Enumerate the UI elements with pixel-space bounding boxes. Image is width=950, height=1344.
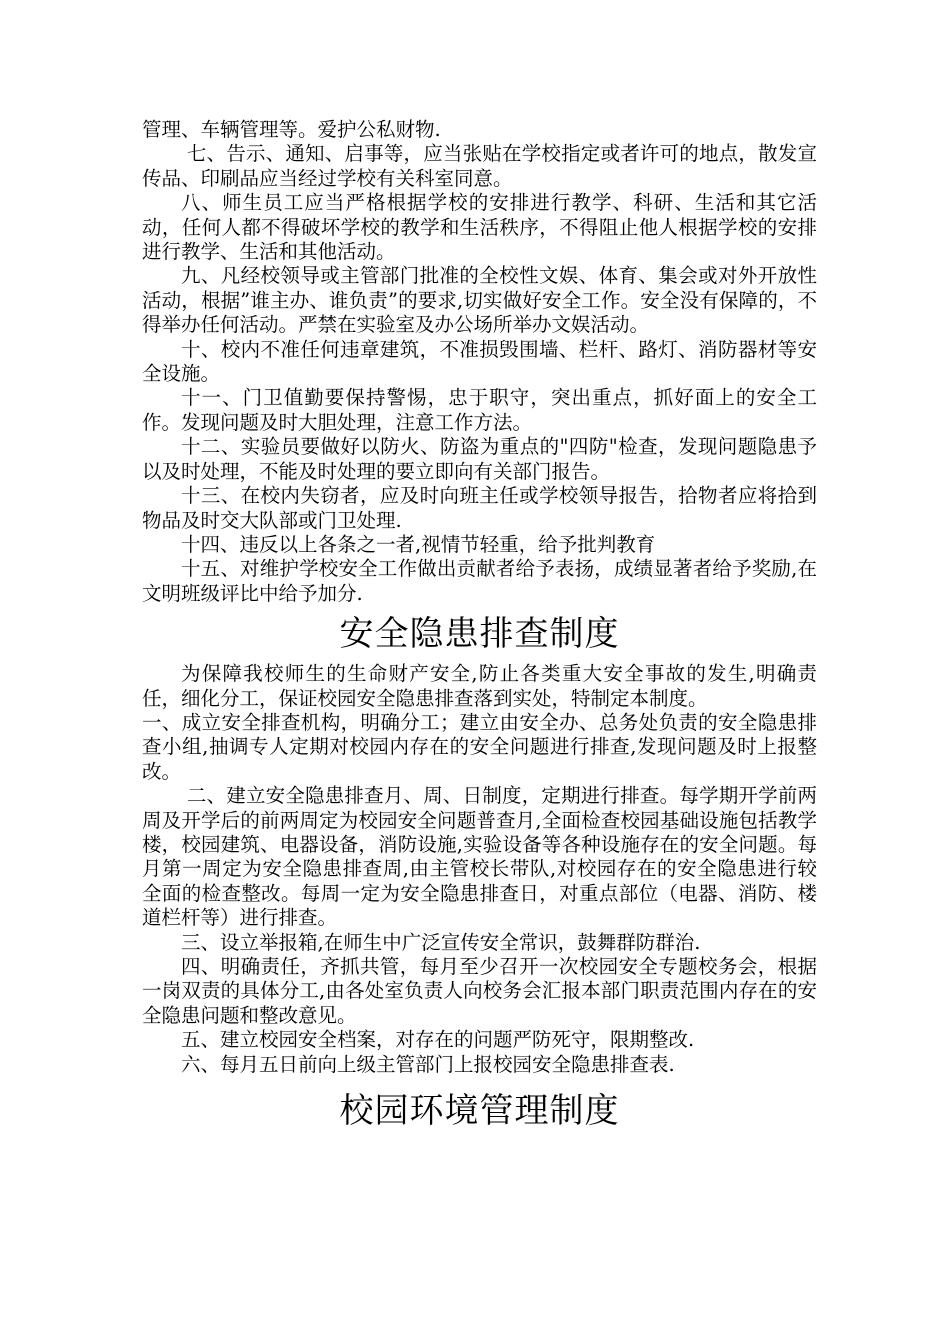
paragraph-rule-14: 十四、违反以上各条之一者,视情节轻重，给予批判教育 [181, 532, 656, 556]
paragraph-rule-9: 九、凡经校领导或主管部门批准的全校性文娱、体育、集会或对外开放性活动，根据”谁主办、谁负责”的要求,切实做好安全工作。安全没有保障的，不得举办任何活动。严禁在实验室及办公场所举办文娱活动。 [142, 264, 817, 337]
paragraph-rule-7: 七、告示、通知、启事等，应当张贴在学校指定或者许可的地点，散发宣传品、印刷品应当经过学校有关科室同意。 [142, 142, 817, 190]
section-title-hazard-inspection: 安全隐患排查制度 [339, 614, 620, 655]
paragraph-item-6: 六、每月五日前向上级主管部门上报校园安全隐患排查表. [181, 1052, 675, 1076]
paragraph-rule-13: 十三、在校内失窃者，应及时向班主任或学校领导报告，拾物者应将拾到物品及时交大队部或门卫处理. [142, 484, 817, 532]
paragraph-rule-15: 十五、对维护学校安全工作做出贡献者给予表扬，成绩显著者给予奖励,在文明班级评比中给予加分. [142, 557, 817, 605]
paragraph-rule-12: 十二、实验员要做好以防火、防盗为重点的"四防"检查，发现问题隐患予以及时处理，不能及时处理的要立即向有关部门报告。 [142, 435, 817, 483]
paragraph-item-3: 三、设立举报箱,在师生中广泛宣传安全常识，鼓舞群防群治. [181, 930, 701, 954]
paragraph-item-4: 四、明确责任，齐抓共管，每月至少召开一次校园安全专题校务会，根据一岗双责的具体分工,由各处室负责人向校务会汇报本部门职责范围内存在的安全隐患问题和整改意见。 [142, 955, 817, 1027]
paragraph-intro: 为保障我校师生的生命财产安全,防止各类重大安全事故的发生,明确责任，细化分工，保证校园安全隐患排查落到实处，特制定本制度。 [142, 662, 817, 710]
section-title-campus-environment: 校园环境管理制度 [339, 1091, 620, 1132]
paragraph-item-1: 一、成立安全排查机构，明确分工；建立由安全办、总务处负责的安全隐患排查小组,抽调专人定期对校园内存在的安全问题进行排查,发现问题及时上报整改。 [142, 710, 817, 783]
paragraph-rule-8: 八、师生员工应当严格根据学校的安排进行教学、科研、生活和其它活动，任何人都不得破坏学校的教学和生活秩序，不得阻止他人根据学校的安排进行教学、生活和其他活动。 [142, 191, 817, 264]
paragraph-continuation: 管理、车辆管理等。爱护公私财物. [142, 118, 441, 141]
document-body [142, 118, 817, 1139]
paragraph-rule-10: 十、校内不准任何违章建筑，不准损毁围墙、栏杆、路灯、消防器材等安全设施。 [142, 337, 817, 386]
paragraph-rule-11: 十一、门卫值勤要保持警惕，忠于职守，突出重点，抓好面上的安全工作。发现问题及时大胆处理，注意工作方法。 [142, 386, 817, 434]
paragraph-item-2: 二、建立安全隐患排查月、周、日制度，定期进行排查。每学期开学前两周及开学后的前两周定为校园安全问题普查月,全面检查校园基础设施包括教学楼，校园建筑、电器设备，消防设施,实验设备等各种设施存在的安全问题。每月第一周定为安全隐患排查周,由主管校长带队,对校园存在的安全隐患进行较全面的检查整改。每周一定为安全隐患排查日，对重点部位（电器、消防、楼道栏杆等）进行排查。 [142, 784, 817, 930]
paragraph-item-5: 五、建立校园安全档案，对存在的问题严防死守，限期整改. [181, 1028, 695, 1052]
